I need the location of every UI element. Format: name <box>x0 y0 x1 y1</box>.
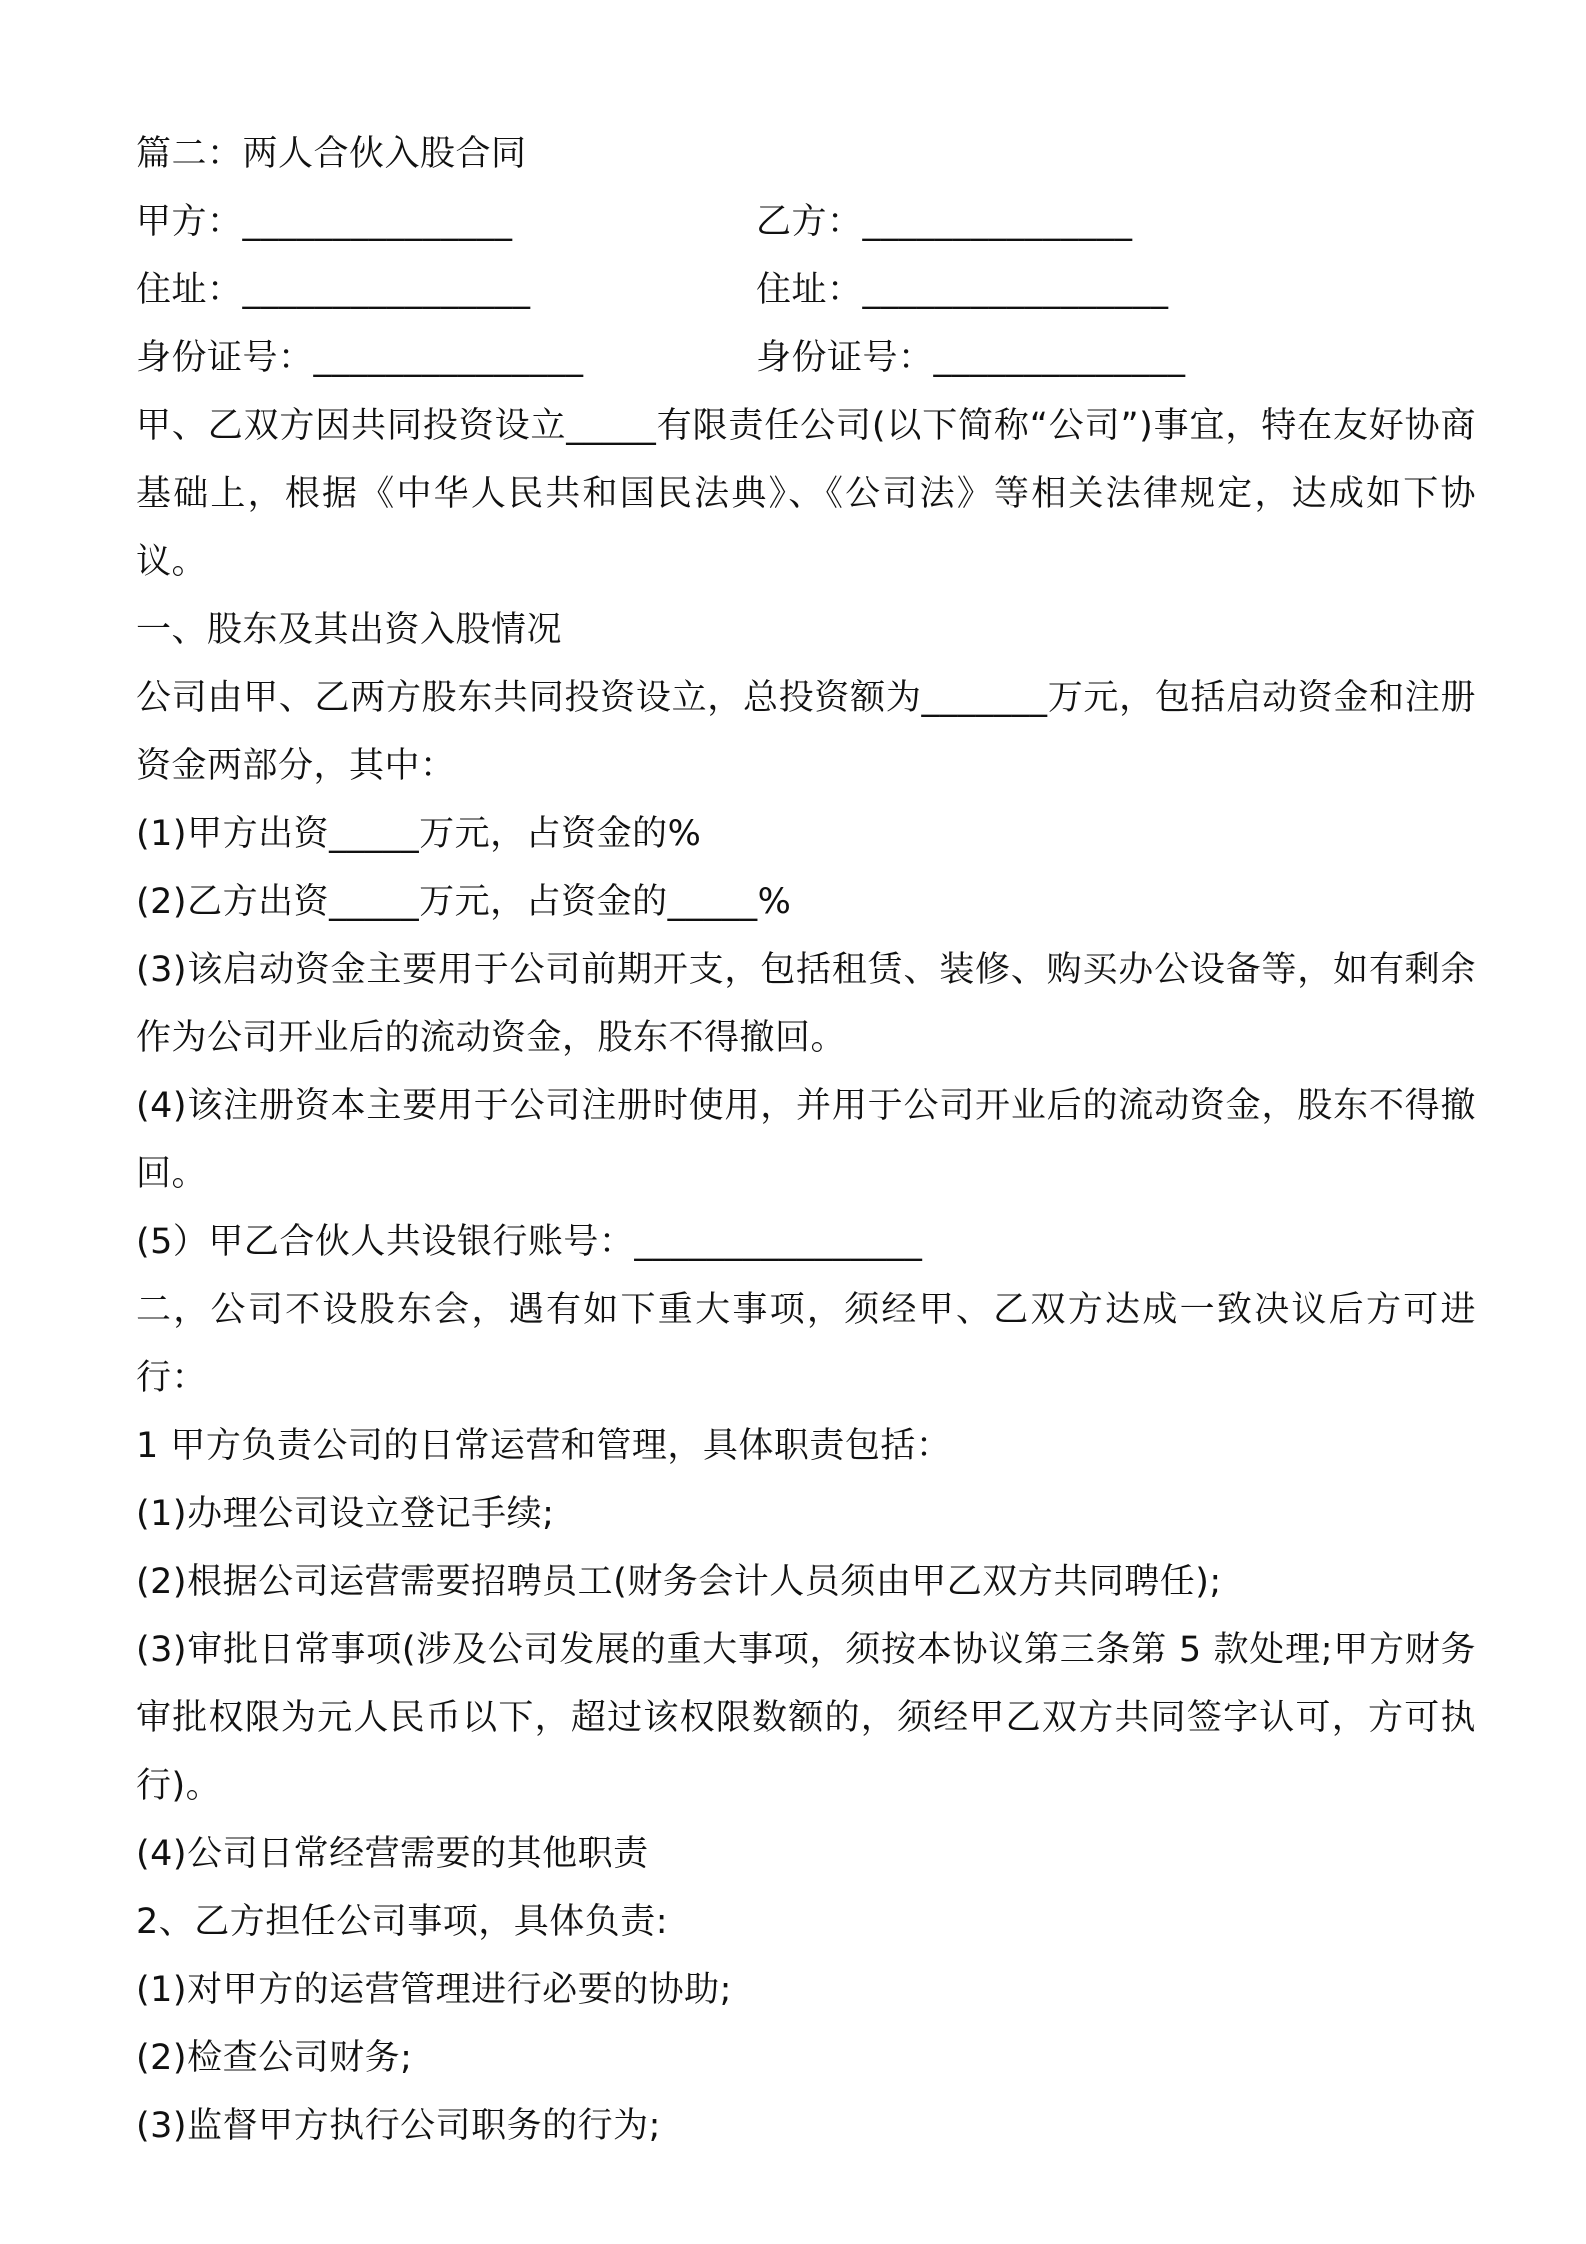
list-item-assistance: (1)对甲方的运营管理进行必要的协助; <box>136 1970 732 2010</box>
list-item-registered-capital: (4)该注册资本主要用于公司注册时使用，并用于公司开业后的流动资金，股东不得撤回。 <box>136 1086 1476 1194</box>
list-item-registration: (1)办理公司设立登记手续; <box>136 1494 555 1534</box>
section-heading-2: 二，公司不设股东会，遇有如下重大事项，须经甲、乙双方达成一致决议后方可进行： <box>136 1290 1476 1398</box>
document-title: 篇二：两人合伙入股合同 <box>136 134 527 174</box>
party-row-name <box>136 188 1476 256</box>
party-a-id-number: 身份证号：_______________ <box>136 338 584 378</box>
list-item-other-duties: (4)公司日常经营需要的其他职责 <box>136 1834 649 1874</box>
paragraph-party-b-duties: 2、乙方担任公司事项，具体负责: <box>136 1902 669 1942</box>
list-item-recruitment: (2)根据公司运营需要招聘员工(财务会计人员须由甲乙双方共同聘任); <box>136 1562 1222 1602</box>
party-row-address <box>136 256 1476 324</box>
party-row-id <box>136 324 1476 392</box>
party-a-address: 住址：________________ <box>136 270 531 310</box>
list-item-party-a-contribution: (1)甲方出资_____万元，占资金的% <box>136 814 702 854</box>
party-b-name: 乙方：_______________ <box>756 202 1133 242</box>
paragraph-party-a-duties: 1 甲方负责公司的日常运营和管理，具体职责包括： <box>136 1426 952 1466</box>
party-a-name: 甲方：_______________ <box>136 202 513 242</box>
list-item-party-b-contribution: (2)乙方出资_____万元，占资金的_____% <box>136 882 792 922</box>
list-item-approval: (3)审批日常事项(涉及公司发展的重大事项，须按本协议第三条第 5 款处理;甲方财务审批权限为元人民币以下，超过该权限数额的，须经甲乙双方共同签字认可，方可执行)。 <box>136 1630 1476 1806</box>
section-heading-1: 一、股东及其出资入股情况 <box>136 610 563 650</box>
list-item-startup-funds: (3)该启动资金主要用于公司前期开支，包括租赁、装修、购买办公设备等，如有剩余作为公司开业后的流动资金，股东不得撤回。 <box>136 950 1476 1058</box>
paragraph-intro: 甲、乙双方因共同投资设立_____有限责任公司(以下简称“公司”)事宜，特在友好协商基础上，根据《中华人民共和国民法典》、《公司法》等相关法律规定，达成如下协议。 <box>136 406 1476 582</box>
list-item-bank-account: (5）甲乙合伙人共设银行账号：________________ <box>136 1222 923 1262</box>
paragraph-investment: 公司由甲、乙两方股东共同投资设立，总投资额为_______万元，包括启动资金和注册资金两部分，其中： <box>136 678 1476 786</box>
list-item-supervision: (3)监督甲方执行公司职务的行为; <box>136 2106 661 2146</box>
party-b-address: 住址：_________________ <box>756 270 1169 310</box>
party-b-id-number: 身份证号：______________ <box>756 338 1186 378</box>
list-item-finance-check: (2)检查公司财务; <box>136 2038 413 2078</box>
